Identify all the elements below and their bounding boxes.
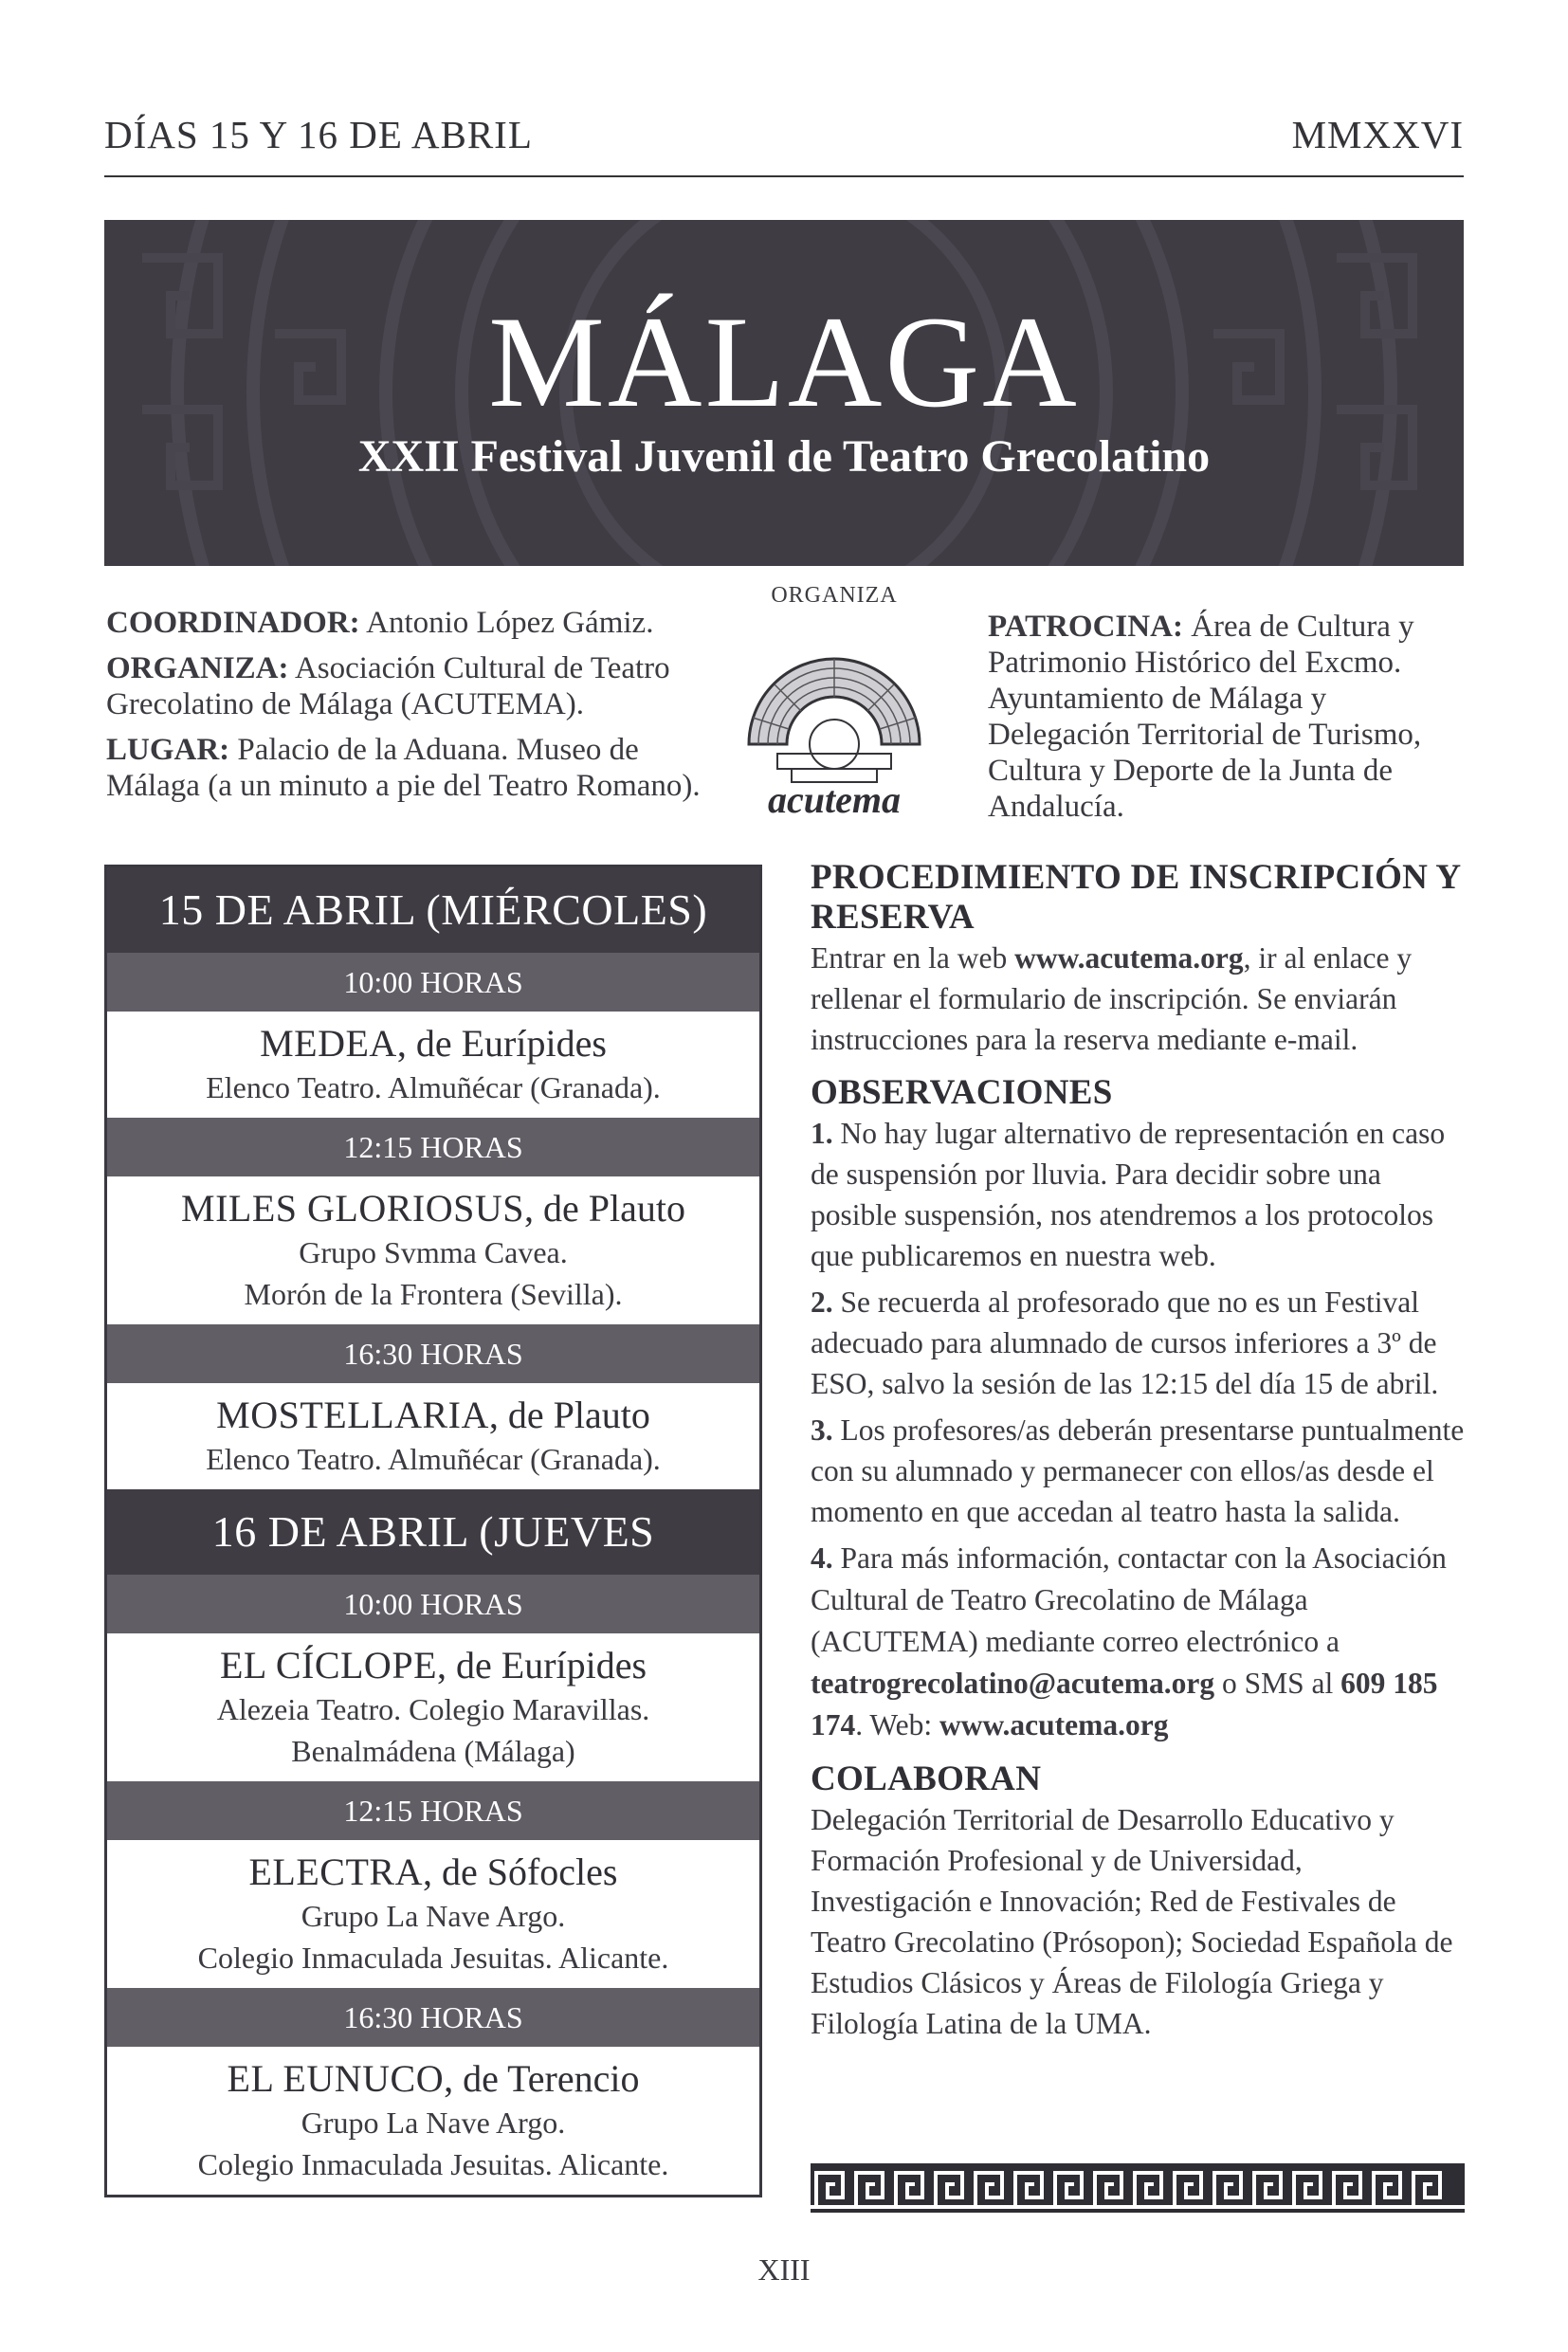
play-company: Colegio Inmaculada Jesuitas. Alicante. (197, 2147, 669, 2181)
play-company: Elenco Teatro. Almuñécar (Granada). (206, 1442, 661, 1476)
observacion-text: Los profesores/as deberán presentarse puntualmente con su alumnado y permanecer con ellos/as desde el momento en que accedan al teatro hasta la salida. (811, 1413, 1465, 1528)
title-banner (104, 220, 1464, 566)
play-author: , de Plauto (488, 1394, 650, 1436)
schedule-box (104, 865, 762, 2197)
colaboran-heading: COLABORAN (811, 1759, 1042, 1798)
observaciones-heading: OBSERVACIONES (811, 1073, 1113, 1112)
time-header: 10:00 HORAS (107, 1575, 759, 1633)
play-title (107, 1021, 759, 1067)
info-left (106, 605, 732, 813)
greek-key-border (811, 2163, 1465, 2213)
procedimiento-heading: PROCEDIMIENTO DE INSCRIPCIÓN Y RESERVA (811, 858, 1461, 937)
lugar-value: Palacio de la Aduana. Museo de Málaga (a un minuto a pie del Teatro Romano). (106, 733, 701, 803)
observacion-item (811, 1113, 1465, 1276)
patrocina-label: PATROCINA: (988, 610, 1183, 644)
play-author: , de Sófocles (422, 1851, 618, 1893)
procedimiento-text-b: , ir al enlace y rellenar el formulario de inscripción. Se enviarán instrucciones para la reserva mediante e-mail. (811, 941, 1413, 1056)
play-title (107, 1643, 759, 1688)
observacion-text: No hay lugar alternativo de representación en caso de suspensión por lluvia. Para decidir sobre una posible suspensión, nos atendremos a los protocolos que publicaremos en nuestra web. (811, 1117, 1446, 1272)
logo-name: acutema (768, 778, 901, 821)
play-author: , de Terencio (444, 2057, 640, 2100)
patrocina-value: Área de Cultura y Patrimonio Histórico del Excmo. Ayuntamiento de Málaga y Delegación Territorial de Turismo, Cultura y Deporte de la Junta de Andalucía. (988, 610, 1422, 824)
observacion-num: 2. (811, 1285, 833, 1319)
play-company: Benalmádena (Málaga) (291, 1734, 575, 1768)
organiza (106, 650, 732, 722)
play-name: MILES GLORIOSUS (181, 1187, 524, 1230)
play-author: , de Eurípides (396, 1022, 607, 1065)
play-company: Elenco Teatro. Almuñécar (Granada). (206, 1070, 661, 1104)
observacion-num: 3. (811, 1413, 833, 1447)
observacion-item (811, 1282, 1465, 1404)
web-link[interactable]: www.acutema.org (939, 1708, 1169, 1741)
play-title (107, 1186, 759, 1231)
play-entry (107, 1840, 759, 1988)
day-header: 15 DE ABRIL (MIÉRCOLES) (107, 867, 759, 953)
play-author: , de Eurípides (437, 1644, 647, 1687)
time-header: 12:15 HORAS (107, 1118, 759, 1176)
play-title (107, 2056, 759, 2102)
time-header: 12:15 HORAS (107, 1781, 759, 1840)
play-name: MEDEA (260, 1022, 397, 1065)
play-entry (107, 1383, 759, 1489)
observacion-item (811, 1410, 1465, 1532)
play-company: Morón de la Frontera (Sevilla). (244, 1277, 623, 1311)
banner-city: MÁLAGA (488, 289, 1080, 434)
play-company: Grupo La Nave Argo. (301, 2106, 566, 2140)
play-author: , de Plauto (524, 1187, 685, 1230)
observacion-text-b: o SMS al (1214, 1667, 1341, 1700)
observacion-text-c: . Web: (855, 1708, 939, 1741)
observacion-num: 4. (811, 1541, 833, 1575)
observacion-text: Se recuerda al profesorado que no es un Festival adecuado para alumnado de cursos inferiores a 3º de ESO, salvo la sesión de las 12:15 del día 15 de abril. (811, 1285, 1439, 1400)
greek-theatre-icon (739, 611, 929, 801)
play-entry (107, 1012, 759, 1118)
play-name: EL EUNUCO (227, 2057, 445, 2100)
colaboran-text: Delegación Territorial de Desarrollo Educativo y Formación Profesional y de Universidad, Investigación e Innovación; Red de Festivales de Teatro Grecolatino (Prósopon); Sociedad Española de Estudios Clásicos y Áreas de Filología Griega y Filología Latina de la UMA. (811, 1803, 1453, 2040)
procedimiento-text-a: Entrar en la web (811, 941, 1015, 975)
play-company: Alezeia Teatro. Colegio Maravillas. (216, 1692, 650, 1726)
phone-number: 609 185 174 (811, 1667, 1438, 1741)
organiza-label: ORGANIZA: (106, 651, 289, 685)
banner-subtitle: XXII Festival Juvenil de Teatro Grecolatino (357, 431, 1211, 482)
procedimiento-text (811, 938, 1465, 1060)
coordinador-label: COORDINADOR: (106, 606, 360, 640)
logo-organiza-text: ORGANIZA (771, 583, 898, 608)
time-header: 10:00 HORAS (107, 953, 759, 1012)
play-entry (107, 1633, 759, 1781)
play-title (107, 1850, 759, 1895)
email-link[interactable]: teatrogrecolatino@acutema.org (811, 1667, 1215, 1700)
observacion-num: 1. (811, 1117, 833, 1150)
time-header: 16:30 HORAS (107, 1988, 759, 2047)
play-entry (107, 2047, 759, 2195)
right-column (811, 858, 1465, 2044)
lugar-label: LUGAR: (106, 733, 230, 767)
coordinador-value: Antonio López Gámiz. (366, 606, 654, 640)
time-header: 16:30 HORAS (107, 1324, 759, 1383)
play-company: Grupo La Nave Argo. (301, 1899, 566, 1933)
play-name: MOSTELLARIA (216, 1394, 489, 1436)
play-name: ELECTRA (248, 1851, 423, 1893)
lugar (106, 732, 732, 804)
info-right (988, 609, 1467, 825)
play-company: Colegio Inmaculada Jesuitas. Alicante. (197, 1941, 669, 1975)
header-year: MMXXVI (1291, 113, 1464, 156)
play-company: Grupo Svmma Cavea. (299, 1235, 568, 1269)
observacion-item (811, 1538, 1465, 1746)
header-rule (104, 175, 1464, 177)
play-entry (107, 1176, 759, 1324)
play-title (107, 1393, 759, 1438)
web-link[interactable]: www.acutema.org (1014, 941, 1244, 975)
coordinador (106, 605, 732, 641)
header-dates: DÍAS 15 Y 16 DE ABRIL (104, 113, 533, 156)
acutema-logo (739, 583, 929, 830)
page-number: XIII (757, 2252, 811, 2287)
day-header: 16 DE ABRIL (JUEVES (107, 1489, 759, 1575)
observacion-text: Para más información, contactar con la Asociación Cultural de Teatro Grecolatino de Málaga (ACUTEMA) mediante correo electrónico a (811, 1541, 1447, 1658)
play-name: EL CÍCLOPE (219, 1644, 437, 1687)
organiza-value: Asociación Cultural de Teatro Grecolatino de Málaga (ACUTEMA). (106, 651, 670, 721)
